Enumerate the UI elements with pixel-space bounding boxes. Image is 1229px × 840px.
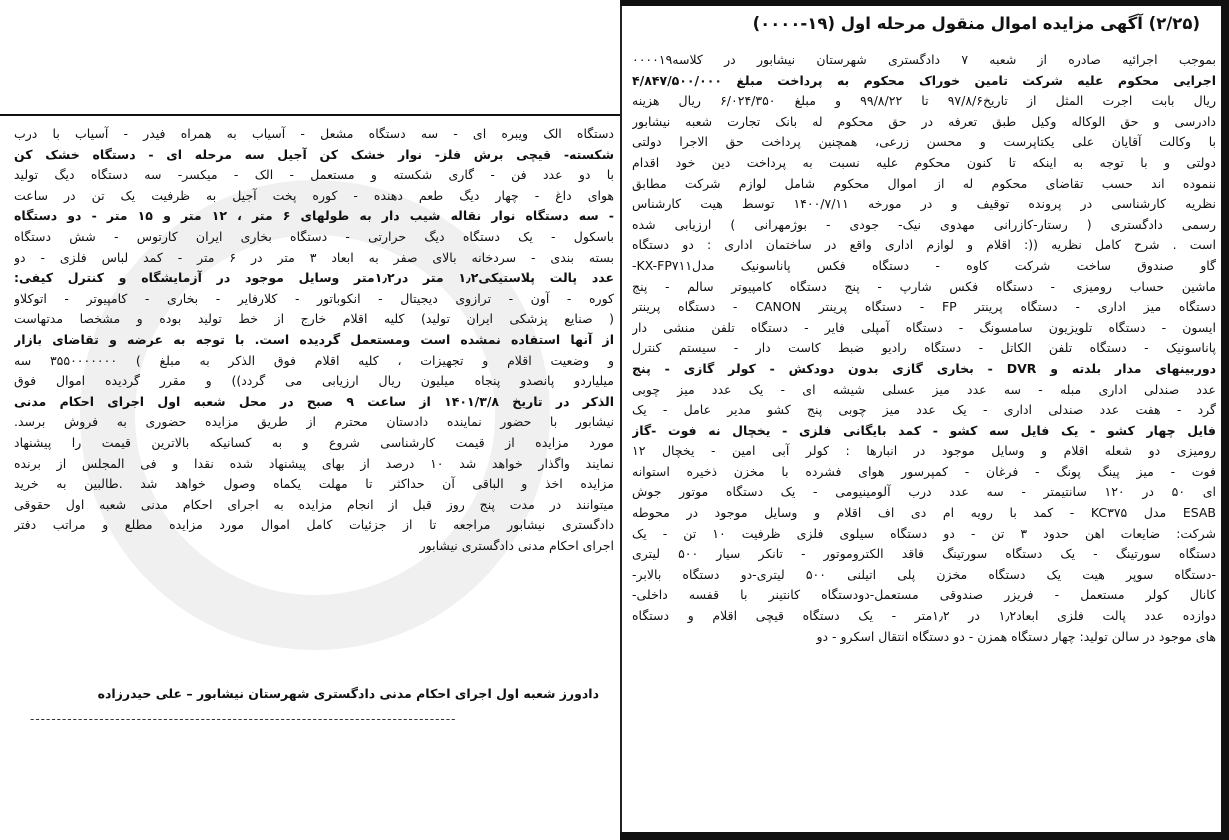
notice-line: بموجب اجرائیه صادره از شعبه ۷ دادگستری شهرستان نیشابور در کلاسه۰۰۰۰۱۹	[632, 52, 1216, 67]
notice-line: اجرایی محکوم علیه شرکت تامین خوراک محکوم به پرداخت مبلغ ۴/۸۴۷/۵۰۰/۰۰۰	[632, 72, 1216, 88]
notice-line: های موجود در سالن تولید: چهار دستگاه همزن - دو دستگاه انتقال اسکرو - دو	[816, 628, 1216, 644]
notice-line: با وکالت آقایان علی یکتاپرست و محسن زرعی، همچنین پرداخت حق الاجرا دولتی	[632, 134, 1216, 150]
notice-line: عدد صندلی اداری مبله - سه عدد میز عسلی شیشه ای - یک عدد میز چوبی	[632, 381, 1216, 397]
notice-line: ( صنایع پزشکی ایران تولید) کلیه اقلام خارج از خط تولید بوده و مشخصا مدتهاست	[14, 311, 614, 327]
notice-line: -دستگاه سوپر هیت یک دستگاه مخزن پلی اتیلنی ۵۰۰ لیتری-دو دستگاه بالابر-	[632, 566, 1216, 582]
notice-line: گرد - هفت عدد صندلی اداری - یک عدد میز چوبی پنج کشو مدیر عامل - یک	[632, 402, 1216, 418]
notice-line: مورد مزایده از قیمت کارشناسی شروع و به کسانیکه بالاترین قیمت را پیشنهاد	[14, 434, 614, 450]
notice-line: نظریه کارشناسی در پرونده توقیف و در مورخه ۱۴۰۰/۷/۱۱ توسط هیت کارشناس	[632, 196, 1216, 212]
notice-line: - سه دستگاه نوار نقاله شیب دار به طولهای ۶ متر ، ۱۲ متر و ۱۵ متر - دو دستگاه	[14, 208, 614, 224]
notice-line: دستگاه میز اداری - دستگاه پرینتر FP - دستگاه پرینتر CANON - دستگاه پرینتر	[632, 299, 1216, 315]
right-column-bottom-border	[620, 832, 1229, 840]
signature-divider: --------------------------------------------------------------------------------	[30, 712, 457, 726]
notice-line: باسکول - یک دستگاه دیگ حرارتی - دستگاه بخاری ایران کارتوس - شش دستگاه	[14, 228, 614, 244]
notice-line: شرکت: ضایعات اهن حدود ۳ تن - دو دستگاه سیلوی فلزی ظرفیت ۱۰ تن - یک	[632, 525, 1216, 541]
notice-body-right	[632, 50, 1216, 830]
left-column-top-rule	[0, 114, 620, 116]
notice-line: الذکر در تاریخ ۱۴۰۱/۳/۸ از ساعت ۹ صبح در محل شعبه اول اجرای احکام مدنی	[14, 393, 614, 409]
notice-line: دادگستری نیشابور مراجعه تا از جزئیات کامل اموال مورد مزایده مطلع و مراتب دفتر	[14, 517, 614, 533]
notice-line: کانال کولر مستعمل - فریزر صندوقی مستعمل-دودستگاه کانتینر با قفسه داخلی-	[632, 587, 1216, 603]
notice-line: ماشین حساب رومیزی - دستگاه فکس شارپ - پنج دستگاه کامپیوتر سالم - پنج	[632, 278, 1216, 294]
notice-line: کوره - آون - ترازوی دیجیتال - انکوباتور - کلارفایر - بخاری - کامپیوتر - اتوکلاو	[14, 290, 614, 306]
notice-line: نیشابور با حضور نماینده دادستان محترم از طریق مزایده حضوری به فروش برسد.	[14, 414, 614, 430]
notice-line: دوازده عدد پالت فلزی ابعاد۱٫۲ در ۱٫۲متر - یک دستگاه قیچی اقلام و دستگاه	[632, 608, 1216, 624]
notice-line: پاناسونیک - دستگاه تلفن الکاتل - دستگاه رادیو ضبط کاست دار - سیستم کنترل	[632, 340, 1216, 356]
notice-line: رومیزی دو شعله اقلام و وسایل موجود در انبارها : کولر آبی امین - یخچال ۱۲	[632, 443, 1216, 459]
notice-line: با دو عدد فن - گاری شکسته و مستعمل - الک - میکسر- سه دستگاه دیگ تولید	[14, 167, 614, 183]
notice-line: دستگاه الک ویبره ای - سه دستگاه مشعل - آسیاب به همراه فیدر - آسیاب با درب	[14, 126, 614, 141]
notice-line: فایل چهار کشو - یک فایل سه کشو - کمد بایگانی فلزی - یخچال نه فوت -گاز	[632, 422, 1216, 438]
notice-body-left	[14, 124, 614, 684]
notice-line: فوت - میز پینگ پونگ - فرغان - کمپرسور هوای فشرده با مخزن ذخیره استوانه	[632, 463, 1216, 479]
notice-line: ESAB مدل KC۳۷۵ - کمد با رویه ام دی اف اقلام و وسایل موجود در محوطه	[632, 505, 1216, 521]
signature: دادورز شعبه اول اجرای احکام مدنی دادگستری شهرستان نیشابور – علی حیدرزاده	[97, 686, 599, 701]
notice-line: رسمی دادگستری ( رستار-کازرانی مهدوی نیک- جودی - بوژمهرانی ) ارزیابی شده	[632, 216, 1216, 232]
notice-line: شکسته- قیچی برش فلز- نوار خشک کن آجیل سه مرحله ای - دستگاه خشک کن	[14, 146, 614, 162]
notice-line: دستگاه سورتینگ - یک دستگاه سورتینگ فاقد الکتروموتور - تانکر سیار ۵۰۰ لیتری	[632, 546, 1216, 562]
notice-line: میلیاردو پانصدو پنجاه میلیون ریال ارزیابی می گردد)) و مقرر گردیده اموال فوق	[14, 373, 614, 389]
notice-line: عدد پالت پلاستیکی۱٫۲ متر در۱٫۲متر وسایل موجود در آزمایشگاه و کنترل کیفی:	[14, 270, 614, 286]
notice-line: ریال بابت اجرت المثل از تاریخ۹۷/۸/۶ تا ۹۹/۸/۲۲ و مبلغ ۶/۰۲۴/۳۵۰ ریال هزینه	[632, 93, 1216, 109]
notice-line: اجرای احکام مدنی دادگستری نیشابور	[419, 537, 614, 553]
notice-line: گاو صندوق ساخت شرکت کاوه - دستگاه فکس پاناسونیک مدلKX-FP۷۱۱-	[632, 257, 1216, 273]
notice-line: ننموده اند حسب تقاضای محکوم له از اموال محکوم شامل لوازم شرکت مطابق	[632, 175, 1216, 191]
notice-title: (۲/۲۵) آگهی مزایده اموال منقول مرحله اول (۱۹-۰۰۰۰)	[752, 14, 1200, 33]
notice-line: بسته بندی - سردخانه بالای صفر به ابعاد ۳ متر در ۶ متر - کمد لباس فلزی - دو	[14, 249, 614, 265]
notice-line: دوربینهای مدار بلدته و DVR - بخاری گازی بدون دودکش - کولر گازی - پنج	[632, 360, 1216, 376]
right-column-top-border	[620, 0, 1229, 6]
notice-line: ایسون - دستگاه تلویزیون سامسونگ - دستگاه آمپلی فایر - دستگاه تلفن منشی دار	[632, 319, 1216, 335]
notice-line: و وضعیت اقلام و تجهیزات ، کلیه اقلام فوق الذکر به مبلغ ) ۳۵۵۰۰۰۰۰۰۰ سه	[14, 352, 614, 368]
notice-line: دادرسی و حق الوکاله وکیل طبق تعرفه در حق محکوم له بانک تجارت شعبه نیشابور	[632, 113, 1216, 129]
notice-line: از آنها استفاده نمشده است ومستعمل گردیده است. با توجه به عرضه و تقاضای بازار	[14, 331, 614, 347]
notice-line: نمایند واگذار خواهد شد ۱۰ درصد از بهای پیشنهاد شده نقدا و فی المجلس از برنده	[14, 455, 614, 471]
notice-line: ای ۵۰ در ۱۲۰ سانتیمتر - سه عدد درب آلومینیومی - یک دستگاه موتور جوش	[632, 484, 1216, 500]
notice-line: میتوانند در مدت پنج روز قبل از انجام مزایده به اجرای احکام مدنی شعبه اول حقوقی	[14, 496, 614, 512]
notice-line: هوای داغ - چهار دیگ طعم دهنده - کوره پخت آجیل به ظرفیت یک تن در ساعت	[14, 187, 614, 203]
notice-line: مزایده اخذ و الباقی آن حداکثر تا مهلت یکماه وصول خواهد شد .طالبین به خرید	[14, 476, 614, 492]
notice-line: دولتی و با توجه به اینکه تا کنون محکوم علیه نسبت به پرداخت دین خود اقدام	[632, 154, 1216, 170]
notice-line: است . شرح کامل نظریه ((: اقلام و لوازم اداری واقع در ساختمان اداری : دو دستگاه	[632, 237, 1216, 253]
right-column-edge-border	[1221, 0, 1229, 840]
